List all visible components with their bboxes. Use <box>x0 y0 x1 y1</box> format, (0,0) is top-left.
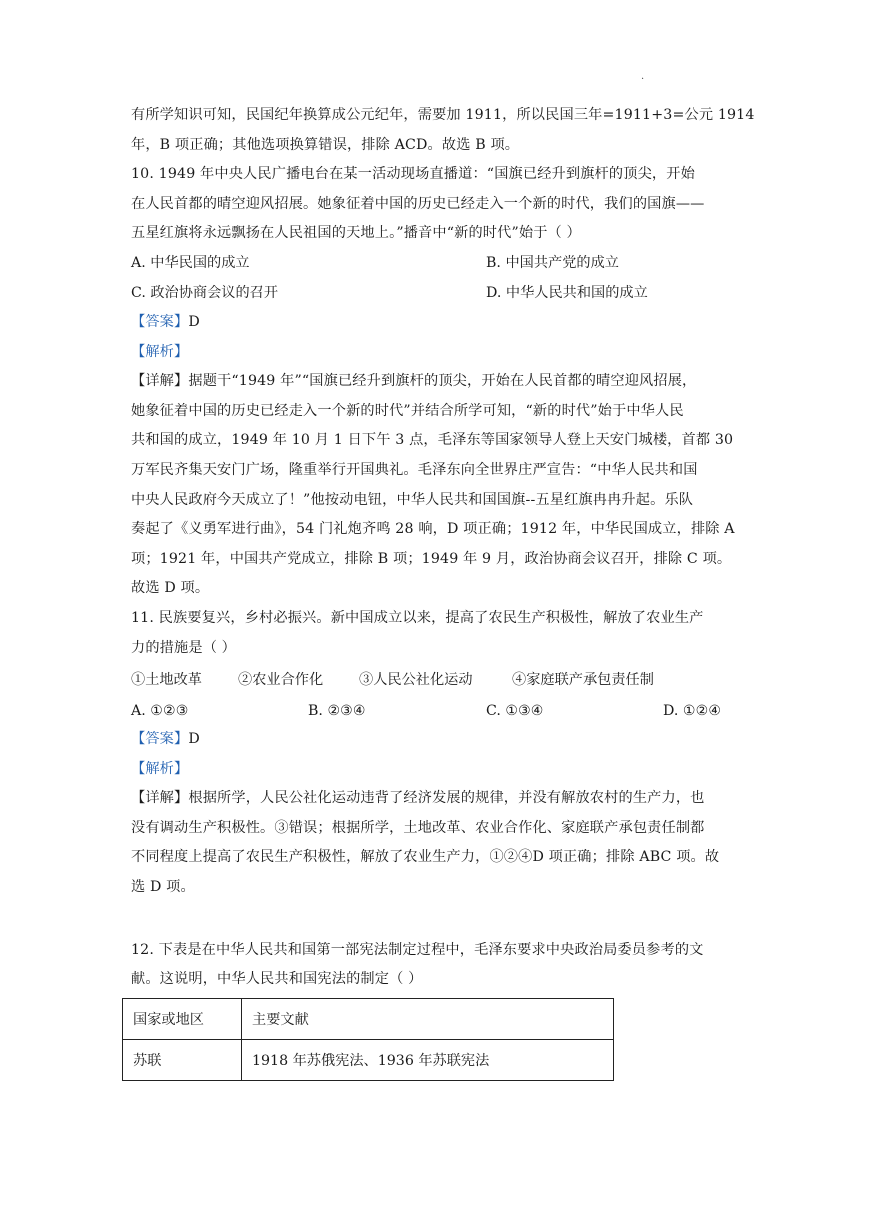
q11-analysis-label <box>131 759 741 779</box>
q11-answer <box>131 729 741 749</box>
q11-detail-line-1 <box>131 788 741 808</box>
q10-answer-value: D <box>188 314 200 330</box>
intro-line-2: 年，B 项正确；其他选项换算错误，排除 ACD。故选 B 项。 <box>131 137 520 153</box>
q11-answer-value: D <box>188 731 200 747</box>
q11-detail-line-4: 选 D 项。 <box>131 879 195 895</box>
q10-stem-line-1: 10. 1949 年中央人民广播电台在某一活动现场直播道：“国旗已经升到旗杆的顶尖，开始 <box>131 166 695 182</box>
q10-detail-line-7: 项；1921 年，中国共产党成立，排除 B 项；1949 年 9 月，政治协商会议召开，排除 C 项。 <box>131 551 732 567</box>
q10-detail-line-8: 故选 D 项。 <box>131 580 210 596</box>
q10-detail-line-2: 她象征着中国的历史已经走入一个新的时代”并结合所学可知，“新的时代”始于中华人民 <box>131 403 684 419</box>
q11-answer-label: 【答案】 <box>131 731 189 747</box>
q11-stem-line-2: 力的措施是（ ） <box>131 640 237 656</box>
q10-answer-label: 【答案】 <box>131 314 189 330</box>
q10-detail-line-4: 万军民齐集天安门广场，隆重举行开国典礼。毛泽东向全世界庄严宣告：“中华人民共和国 <box>131 462 698 478</box>
q11-detail-line-3: 不同程度上提高了农民生产积极性，解放了农业生产力，①②④D 项正确；排除 ABC 项。故 <box>131 849 720 865</box>
table-header-row <box>123 999 614 1040</box>
table-row <box>123 1040 614 1081</box>
page-marker-dot: · <box>641 74 645 85</box>
q12-stem-line-2: 献。这说明，中华人民共和国宪法的制定（ ） <box>131 971 423 987</box>
q10-analysis-heading: 【解析】 <box>131 344 189 360</box>
q10-option-c: C. 政治协商会议的召开 <box>131 285 279 301</box>
q12-document-table <box>122 998 614 1081</box>
q12-stem-line-1: 12. 下表是在中华人民共和国第一部宪法制定过程中，毛泽东要求中央政治局委员参考的文 <box>131 942 704 958</box>
q10-option-b: B. 中国共产党的成立 <box>486 255 619 271</box>
q11-item-2: ②农业合作化 <box>238 672 324 688</box>
table-cell-documents: 1918 年苏俄宪法、1936 年苏联宪法 <box>242 1040 614 1081</box>
q11-detail-label: 【详解】 <box>131 790 189 806</box>
q11-detail-line-2: 没有调动生产积极性。③错误；根据所学，土地改革、农业合作化、家庭联产承包责任制都 <box>131 820 705 836</box>
table-header-region: 国家或地区 <box>123 999 242 1040</box>
q10-detail-label: 【详解】 <box>131 373 189 389</box>
q10-detail-line-3: 共和国的成立，1949 年 10 月 1 日下午 3 点，毛泽东等国家领导人登上天安门城楼，首都 30 <box>131 432 734 448</box>
q11-item-1: ①土地改革 <box>131 672 202 688</box>
q11-option-d: D. ①②④ <box>663 703 722 719</box>
q10-option-a: A. 中华民国的成立 <box>131 255 250 271</box>
intro-line-1: 有所学知识可知，民国纪年换算成公元纪年，需要加 1911，所以民国三年=1911+3=公元 1914 <box>131 107 755 123</box>
q10-detail-line-5: 中央人民政府今天成立了！”他按动电钮，中华人民共和国国旗--五星红旗冉冉升起。乐队 <box>131 492 694 508</box>
q10-analysis-label <box>131 342 741 362</box>
q11-item-4: ④家庭联产承包责任制 <box>512 672 654 688</box>
q10-detail-text-1: 据题干“1949 年”“国旗已经升到旗杆的顶尖，开始在人民首都的晴空迎风招展， <box>188 373 697 389</box>
q10-detail-line-1 <box>131 371 741 391</box>
q11-stem-line-1: 11. 民族要复兴，乡村必振兴。新中国成立以来，提高了农民生产积极性，解放了农业生产 <box>131 610 704 626</box>
q10-detail-line-6: 奏起了《义勇军进行曲》，54 门礼炮齐鸣 28 响，D 项正确；1912 年，中华民国成立，排除 A <box>131 521 735 537</box>
q11-option-b: B. ②③④ <box>308 703 366 719</box>
q10-stem-line-3: 五星红旗将永远飘扬在人民祖国的天地上。”播音中“新的时代”始于（ ） <box>131 225 581 241</box>
q11-option-a: A. ①②③ <box>131 703 189 719</box>
q10-option-d: D. 中华人民共和国的成立 <box>486 285 648 301</box>
q10-answer <box>131 312 741 332</box>
table-cell-region: 苏联 <box>123 1040 242 1081</box>
table-header-documents: 主要文献 <box>242 999 614 1040</box>
q11-item-3: ③人民公社化运动 <box>359 672 473 688</box>
q10-stem-line-2: 在人民首都的晴空迎风招展。她象征着中国的历史已经走入一个新的时代，我们的国旗—— <box>131 196 705 212</box>
q11-option-c: C. ①③④ <box>486 703 544 719</box>
q11-detail-text-1: 根据所学，人民公社化运动违背了经济发展的规律，并没有解放农村的生产力，也 <box>188 790 705 806</box>
q11-analysis-heading: 【解析】 <box>131 761 189 777</box>
